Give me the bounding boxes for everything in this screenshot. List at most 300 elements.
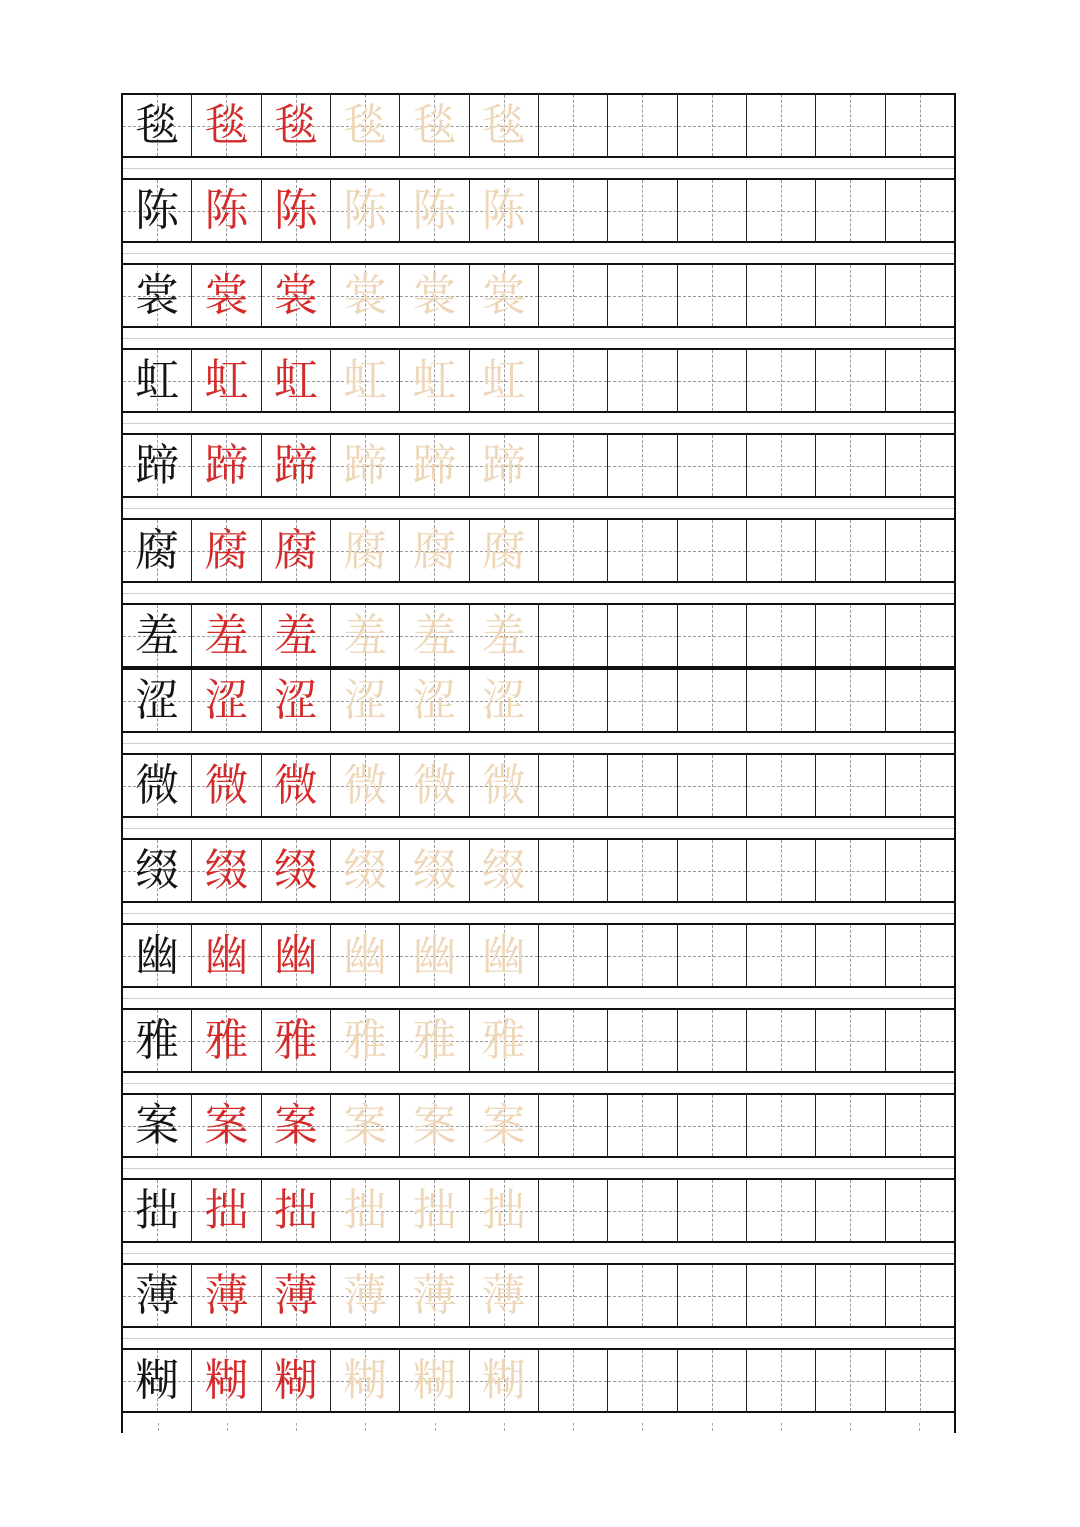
- practice-character: 拙: [343, 1184, 388, 1236]
- blank-practice-cell: [678, 350, 747, 411]
- practice-character: 虹: [412, 354, 457, 406]
- practice-row: [123, 1008, 954, 1073]
- practice-character: 羞: [343, 609, 388, 661]
- trace-character-cell: [470, 840, 539, 901]
- trace-character-cell: [331, 435, 400, 496]
- practice-character: 毯: [204, 99, 249, 151]
- blank-practice-cell: [886, 840, 954, 901]
- practice-character: 微: [481, 759, 526, 811]
- demo-character-cell: [192, 1010, 261, 1071]
- blank-practice-cell: [608, 925, 677, 986]
- practice-character: 拙: [204, 1184, 249, 1236]
- blank-practice-cell: [747, 1265, 816, 1326]
- model-character-cell: [123, 265, 192, 326]
- trace-character-cell: [400, 1350, 469, 1411]
- practice-character: 糊: [135, 1354, 180, 1406]
- blank-practice-cell: [747, 180, 816, 241]
- blank-practice-cell: [608, 1010, 677, 1071]
- practice-character: 幽: [343, 929, 388, 981]
- blank-practice-cell: [886, 180, 954, 241]
- model-character-cell: [123, 755, 192, 816]
- blank-practice-cell: [539, 350, 608, 411]
- practice-character: 涩: [343, 674, 388, 726]
- blank-practice-cell: [608, 1265, 677, 1326]
- practice-character: 蹄: [204, 439, 249, 491]
- demo-character-cell: [262, 350, 331, 411]
- blank-practice-cell: [539, 755, 608, 816]
- demo-character-cell: [262, 1265, 331, 1326]
- blank-practice-cell: [816, 265, 885, 326]
- blank-practice-cell: [886, 670, 954, 731]
- blank-practice-cell: [747, 1180, 816, 1241]
- trace-character-cell: [400, 265, 469, 326]
- demo-character-cell: [262, 840, 331, 901]
- blank-practice-cell: [816, 1180, 885, 1241]
- demo-character-cell: [262, 435, 331, 496]
- practice-character: 拙: [481, 1184, 526, 1236]
- blank-practice-cell: [678, 1180, 747, 1241]
- blank-practice-cell: [539, 605, 608, 666]
- practice-character: 裳: [273, 269, 318, 321]
- practice-character: 雅: [343, 1014, 388, 1066]
- demo-character-cell: [192, 925, 261, 986]
- practice-character: 薄: [412, 1269, 457, 1321]
- practice-character: 薄: [343, 1269, 388, 1321]
- practice-character: 毯: [412, 99, 457, 151]
- blank-practice-cell: [816, 670, 885, 731]
- practice-character: 蹄: [343, 439, 388, 491]
- practice-character: 腐: [343, 524, 388, 576]
- demo-character-cell: [192, 520, 261, 581]
- practice-row: [123, 263, 954, 328]
- blank-practice-cell: [608, 520, 677, 581]
- demo-character-cell: [192, 350, 261, 411]
- practice-character: 雅: [481, 1014, 526, 1066]
- demo-character-cell: [192, 840, 261, 901]
- practice-character: 裳: [481, 269, 526, 321]
- practice-row: [123, 1263, 954, 1328]
- demo-character-cell: [192, 180, 261, 241]
- blank-practice-cell: [539, 180, 608, 241]
- trace-character-cell: [400, 180, 469, 241]
- blank-practice-cell: [608, 180, 677, 241]
- practice-character: 涩: [412, 674, 457, 726]
- model-character-cell: [123, 925, 192, 986]
- blank-practice-cell: [886, 435, 954, 496]
- blank-practice-cell: [816, 95, 885, 156]
- practice-row: [123, 518, 954, 583]
- model-character-cell: [123, 435, 192, 496]
- blank-practice-cell: [747, 605, 816, 666]
- practice-character: 陈: [412, 184, 457, 236]
- trace-character-cell: [470, 1095, 539, 1156]
- practice-character: 糊: [412, 1354, 457, 1406]
- blank-practice-cell: [747, 1010, 816, 1071]
- blank-practice-cell: [747, 925, 816, 986]
- practice-character: 幽: [273, 929, 318, 981]
- blank-practice-cell: [886, 95, 954, 156]
- trace-character-cell: [400, 1010, 469, 1071]
- row-separator: [123, 1168, 954, 1169]
- trace-character-cell: [470, 1350, 539, 1411]
- blank-practice-cell: [678, 840, 747, 901]
- practice-character: 微: [135, 759, 180, 811]
- practice-character: 涩: [135, 674, 180, 726]
- blank-practice-cell: [747, 670, 816, 731]
- blank-practice-cell: [747, 520, 816, 581]
- blank-practice-cell: [816, 1265, 885, 1326]
- practice-character: 毯: [481, 99, 526, 151]
- blank-practice-cell: [678, 755, 747, 816]
- practice-character: 陈: [343, 184, 388, 236]
- blank-practice-cell: [886, 520, 954, 581]
- trace-character-cell: [400, 925, 469, 986]
- trace-character-cell: [331, 755, 400, 816]
- practice-character: 薄: [135, 1269, 180, 1321]
- practice-character: 毯: [343, 99, 388, 151]
- practice-character: 幽: [481, 929, 526, 981]
- blank-practice-cell: [816, 350, 885, 411]
- practice-character: 陈: [481, 184, 526, 236]
- blank-practice-cell: [747, 350, 816, 411]
- blank-practice-cell: [816, 180, 885, 241]
- demo-character-cell: [192, 755, 261, 816]
- blank-practice-cell: [678, 95, 747, 156]
- blank-practice-cell: [747, 840, 816, 901]
- trace-character-cell: [400, 1180, 469, 1241]
- blank-practice-cell: [608, 435, 677, 496]
- trace-character-cell: [400, 435, 469, 496]
- trace-character-cell: [400, 670, 469, 731]
- practice-character: 缀: [273, 844, 318, 896]
- row-separator: [123, 828, 954, 829]
- trace-character-cell: [331, 840, 400, 901]
- demo-character-cell: [262, 1350, 331, 1411]
- trace-character-cell: [331, 350, 400, 411]
- practice-character: 陈: [204, 184, 249, 236]
- blank-practice-cell: [608, 670, 677, 731]
- row-separator: [123, 998, 954, 999]
- row-separator: [123, 253, 954, 254]
- practice-row: [123, 348, 954, 413]
- trace-character-cell: [470, 520, 539, 581]
- blank-practice-cell: [816, 840, 885, 901]
- blank-practice-cell: [816, 1350, 885, 1411]
- practice-row: [123, 668, 954, 733]
- practice-character: 腐: [273, 524, 318, 576]
- practice-character: 薄: [481, 1269, 526, 1321]
- practice-row: [123, 93, 954, 158]
- trace-character-cell: [470, 1180, 539, 1241]
- blank-practice-cell: [608, 350, 677, 411]
- practice-character: 腐: [481, 524, 526, 576]
- model-character-cell: [123, 1180, 192, 1241]
- row-separator: [123, 913, 954, 914]
- blank-practice-cell: [539, 1350, 608, 1411]
- blank-practice-cell: [747, 435, 816, 496]
- practice-character: 雅: [273, 1014, 318, 1066]
- blank-practice-cell: [816, 520, 885, 581]
- practice-character: 案: [343, 1099, 388, 1151]
- row-separator: [123, 168, 954, 169]
- practice-character: 虹: [135, 354, 180, 406]
- row-separator: [123, 743, 954, 744]
- blank-practice-cell: [539, 520, 608, 581]
- practice-character: 缀: [204, 844, 249, 896]
- blank-practice-cell: [886, 350, 954, 411]
- trace-character-cell: [400, 520, 469, 581]
- practice-row: [123, 1093, 954, 1158]
- blank-practice-cell: [678, 670, 747, 731]
- practice-sheet: [121, 93, 956, 1433]
- model-character-cell: [123, 1010, 192, 1071]
- practice-character: 陈: [273, 184, 318, 236]
- blank-practice-cell: [816, 435, 885, 496]
- practice-character: 微: [412, 759, 457, 811]
- demo-character-cell: [262, 670, 331, 731]
- practice-character: 缀: [481, 844, 526, 896]
- practice-character: 虹: [481, 354, 526, 406]
- practice-character: 雅: [204, 1014, 249, 1066]
- blank-practice-cell: [816, 1095, 885, 1156]
- practice-character: 毯: [135, 99, 180, 151]
- blank-practice-cell: [886, 1265, 954, 1326]
- trace-character-cell: [331, 670, 400, 731]
- trace-character-cell: [470, 435, 539, 496]
- model-character-cell: [123, 1095, 192, 1156]
- practice-character: 微: [204, 759, 249, 811]
- practice-character: 虹: [343, 354, 388, 406]
- blank-practice-cell: [608, 840, 677, 901]
- trace-character-cell: [400, 350, 469, 411]
- demo-character-cell: [192, 1265, 261, 1326]
- blank-practice-cell: [678, 925, 747, 986]
- practice-character: 羞: [481, 609, 526, 661]
- practice-character: 案: [481, 1099, 526, 1151]
- trace-character-cell: [470, 350, 539, 411]
- row-separator: [123, 423, 954, 424]
- practice-character: 涩: [481, 674, 526, 726]
- blank-practice-cell: [886, 755, 954, 816]
- practice-character: 羞: [204, 609, 249, 661]
- trace-character-cell: [331, 925, 400, 986]
- blank-practice-cell: [539, 1265, 608, 1326]
- practice-row: [123, 923, 954, 988]
- practice-character: 微: [343, 759, 388, 811]
- practice-row: [123, 838, 954, 903]
- demo-character-cell: [192, 265, 261, 326]
- practice-character: 拙: [273, 1184, 318, 1236]
- practice-row: [123, 753, 954, 818]
- trace-character-cell: [400, 840, 469, 901]
- demo-character-cell: [262, 95, 331, 156]
- blank-practice-cell: [539, 925, 608, 986]
- trace-character-cell: [400, 1265, 469, 1326]
- row-separator: [123, 508, 954, 509]
- practice-row: [123, 178, 954, 243]
- blank-practice-cell: [608, 265, 677, 326]
- practice-character: 幽: [204, 929, 249, 981]
- blank-practice-cell: [608, 1095, 677, 1156]
- practice-character: 雅: [412, 1014, 457, 1066]
- trace-character-cell: [470, 95, 539, 156]
- trace-character-cell: [400, 755, 469, 816]
- demo-character-cell: [262, 925, 331, 986]
- blank-practice-cell: [816, 1010, 885, 1071]
- demo-character-cell: [262, 265, 331, 326]
- trace-character-cell: [331, 180, 400, 241]
- blank-practice-cell: [886, 1010, 954, 1071]
- practice-character: 糊: [273, 1354, 318, 1406]
- practice-character: 腐: [204, 524, 249, 576]
- trace-character-cell: [331, 1265, 400, 1326]
- trace-character-cell: [331, 1010, 400, 1071]
- blank-practice-cell: [608, 1350, 677, 1411]
- trace-character-cell: [470, 1010, 539, 1071]
- demo-character-cell: [262, 1010, 331, 1071]
- blank-practice-cell: [886, 265, 954, 326]
- practice-row: [123, 1178, 954, 1243]
- practice-character: 案: [412, 1099, 457, 1151]
- trace-character-cell: [331, 605, 400, 666]
- practice-character: 裳: [412, 269, 457, 321]
- practice-character: 糊: [204, 1354, 249, 1406]
- practice-character: 缀: [412, 844, 457, 896]
- model-character-cell: [123, 840, 192, 901]
- practice-character: 蹄: [135, 439, 180, 491]
- trace-character-cell: [400, 95, 469, 156]
- blank-practice-cell: [608, 1180, 677, 1241]
- demo-character-cell: [262, 605, 331, 666]
- model-character-cell: [123, 350, 192, 411]
- trace-character-cell: [470, 605, 539, 666]
- blank-practice-cell: [747, 1350, 816, 1411]
- blank-practice-cell: [886, 605, 954, 666]
- practice-character: 腐: [412, 524, 457, 576]
- trace-character-cell: [331, 265, 400, 326]
- cut-off-row-tail: [123, 1423, 954, 1431]
- practice-character: 案: [204, 1099, 249, 1151]
- demo-character-cell: [262, 520, 331, 581]
- practice-character: 缀: [135, 844, 180, 896]
- trace-character-cell: [331, 1180, 400, 1241]
- practice-character: 案: [135, 1099, 180, 1151]
- blank-practice-cell: [539, 265, 608, 326]
- model-character-cell: [123, 1265, 192, 1326]
- practice-character: 雅: [135, 1014, 180, 1066]
- practice-row: [123, 433, 954, 498]
- practice-character: 陈: [135, 184, 180, 236]
- practice-character: 羞: [135, 609, 180, 661]
- blank-practice-cell: [816, 925, 885, 986]
- demo-character-cell: [192, 1180, 261, 1241]
- practice-character: 涩: [273, 674, 318, 726]
- practice-character: 糊: [343, 1354, 388, 1406]
- blank-practice-cell: [747, 95, 816, 156]
- blank-practice-cell: [747, 265, 816, 326]
- practice-character: 裳: [343, 269, 388, 321]
- trace-character-cell: [470, 670, 539, 731]
- demo-character-cell: [262, 755, 331, 816]
- demo-character-cell: [192, 435, 261, 496]
- blank-practice-cell: [886, 1095, 954, 1156]
- trace-character-cell: [331, 95, 400, 156]
- demo-character-cell: [262, 180, 331, 241]
- trace-character-cell: [470, 1265, 539, 1326]
- practice-character: 拙: [135, 1184, 180, 1236]
- trace-character-cell: [470, 925, 539, 986]
- blank-practice-cell: [678, 605, 747, 666]
- blank-practice-cell: [886, 1350, 954, 1411]
- demo-character-cell: [192, 1350, 261, 1411]
- blank-practice-cell: [539, 435, 608, 496]
- trace-character-cell: [331, 520, 400, 581]
- practice-character: 微: [273, 759, 318, 811]
- trace-character-cell: [331, 1350, 400, 1411]
- model-character-cell: [123, 180, 192, 241]
- practice-character: 糊: [481, 1354, 526, 1406]
- demo-character-cell: [192, 95, 261, 156]
- demo-character-cell: [192, 670, 261, 731]
- blank-practice-cell: [678, 265, 747, 326]
- trace-character-cell: [470, 265, 539, 326]
- row-separator: [123, 1083, 954, 1084]
- practice-character: 裳: [204, 269, 249, 321]
- model-character-cell: [123, 520, 192, 581]
- practice-character: 蹄: [481, 439, 526, 491]
- trace-character-cell: [400, 1095, 469, 1156]
- demo-character-cell: [192, 605, 261, 666]
- trace-character-cell: [470, 755, 539, 816]
- blank-practice-cell: [539, 1095, 608, 1156]
- demo-character-cell: [192, 1095, 261, 1156]
- blank-practice-cell: [608, 755, 677, 816]
- blank-practice-cell: [747, 755, 816, 816]
- practice-character: 羞: [412, 609, 457, 661]
- practice-character: 薄: [273, 1269, 318, 1321]
- trace-character-cell: [400, 605, 469, 666]
- demo-character-cell: [262, 1095, 331, 1156]
- blank-practice-cell: [678, 1095, 747, 1156]
- blank-practice-cell: [608, 605, 677, 666]
- blank-practice-cell: [747, 1095, 816, 1156]
- practice-character: 蹄: [273, 439, 318, 491]
- model-character-cell: [123, 605, 192, 666]
- blank-practice-cell: [539, 1180, 608, 1241]
- row-separator: [123, 338, 954, 339]
- blank-practice-cell: [608, 95, 677, 156]
- demo-character-cell: [262, 1180, 331, 1241]
- blank-practice-cell: [816, 755, 885, 816]
- model-character-cell: [123, 95, 192, 156]
- blank-practice-cell: [678, 1010, 747, 1071]
- model-character-cell: [123, 670, 192, 731]
- blank-practice-cell: [539, 670, 608, 731]
- blank-practice-cell: [539, 1010, 608, 1071]
- practice-character: 毯: [273, 99, 318, 151]
- practice-character: 幽: [135, 929, 180, 981]
- practice-character: 裳: [135, 269, 180, 321]
- blank-practice-cell: [678, 1265, 747, 1326]
- blank-practice-cell: [539, 840, 608, 901]
- practice-character: 拙: [412, 1184, 457, 1236]
- practice-character: 缀: [343, 844, 388, 896]
- blank-practice-cell: [678, 520, 747, 581]
- blank-practice-cell: [539, 95, 608, 156]
- practice-row: [123, 603, 954, 668]
- row-separator: [123, 1253, 954, 1254]
- blank-practice-cell: [886, 1180, 954, 1241]
